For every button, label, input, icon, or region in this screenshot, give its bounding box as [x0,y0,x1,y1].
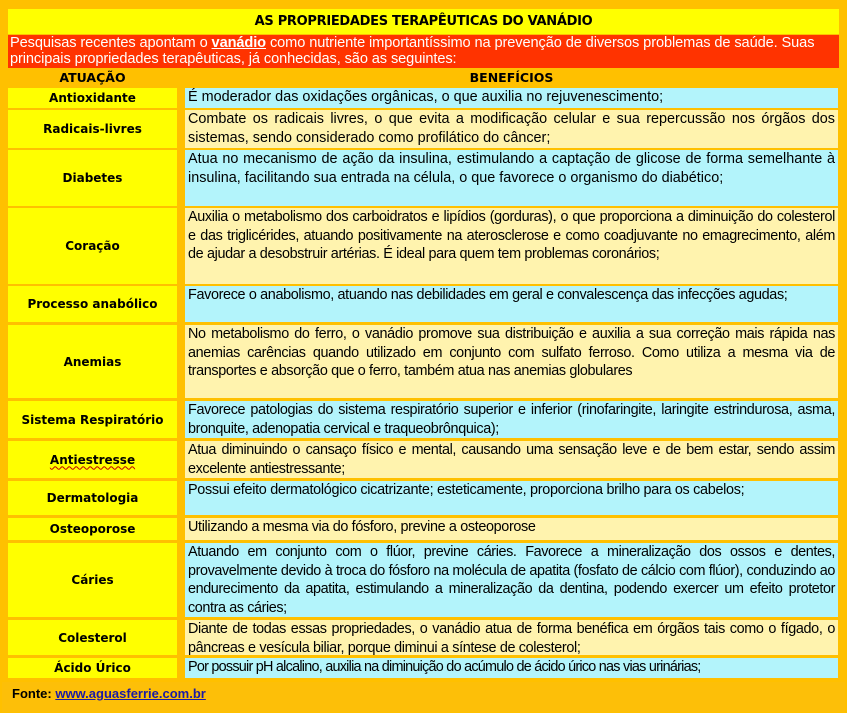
row-benefit-anemias: No metabolismo do ferro, o vanádio promove sua distribuição e auxilia a sua correção mais rápida nas anemias carências quando utilizado em conjunto com sulfato ferroso. Como utiliza a mesma via de transportes e absorção que o ferro, também atua nas anemias globulares [185,325,838,398]
row-benefit-radicais-livres: Combate os radicais livres, o que evita a modificação celular e sua repercussão nos órgãos dos sistemas, sendo considerado como profilático do câncer; [185,110,838,148]
row-benefit-antiestresse: Atua diminuindo o cansaço físico e mental, causando uma sensação leve e de bem estar, sendo assim excelente antiestressante; [185,441,838,478]
row-benefit-dermatologia: Possui efeito dermatológico cicatrizante; esteticamente, proporciona brilho para os cabelos; [185,481,838,515]
column-header-beneficios: BENEFÍCIOS [469,70,554,85]
row-benefit-acido-urico: Por possuir pH alcalino, auxilia na diminuição do acúmulo de ácido úrico nas vias urinárias; [185,658,838,678]
row-benefit-antioxidante: É moderador das oxidações orgânicas, o que auxilia no rejuvenescimento; [185,88,838,108]
source-line [12,686,206,701]
source-link[interactable]: www.aguasferrie.com.br [55,686,206,701]
row-label-acido-urico: Ácido Úrico [8,658,177,678]
intro-highlight: vanádio [211,35,266,51]
row-benefit-processo-anabolico: Favorece o anabolismo, atuando nas debilidades em geral e convalescença das infecções agudas; [185,286,838,322]
row-label-colesterol: Colesterol [8,620,177,655]
row-label-dermatologia: Dermatologia [8,481,177,515]
source-label: Fonte: [12,686,56,701]
row-label-processo-anabolico: Processo anabólico [8,286,177,322]
row-label-osteoporose: Osteoporose [8,518,177,540]
row-label-caries: Cáries [8,543,177,617]
page-title: AS PROPRIEDADES TERAPÊUTICAS DO VANÁDIO [8,9,839,34]
row-label-antioxidante: Antioxidante [8,88,177,108]
row-label-radicais-livres: Radicais-livres [8,110,177,148]
row-label-antiestresse-text: Antiestresse [49,452,136,467]
row-label-diabetes: Diabetes [8,150,177,206]
intro-paragraph [8,35,839,68]
row-benefit-sistema-respiratorio: Favorece patologias do sistema respiratório superior e inferior (rinofaringite, laringite estrindurosa, asma, bronquite, adenopatia cervical e traqueobrônquica); [185,401,838,438]
row-benefit-caries: Atuando em conjunto com o flúor, previne cáries. Favorece a mineralização dos ossos e dentes, provavelmente devido à troca do fósforo na molécula de apatita (fosfato de cálcio com flúor), conduzindo ao endurecimento da apatita, estimulando a mineralização da dentina, podendo exercer um efeito protetor contra as cáries; [185,543,838,617]
intro-text-before: Pesquisas recentes apontam o [10,35,212,51]
row-benefit-coracao: Auxilia o metabolismo dos carboidratos e lipídios (gorduras), o que proporciona a diminuição do colesterol e das triglicérides, atuando positivamente na aterosclerose e como coadjuvante no emagrecimento, além de ajudar a desobstruir artérias. É ideal para quem tem problemas coronários; [185,208,838,284]
row-label-coracao: Coração [8,208,177,284]
row-benefit-osteoporose: Utilizando a mesma via do fósforo, previne a osteoporose [185,518,838,540]
row-label-sistema-respiratorio: Sistema Respiratório [8,401,177,438]
row-label-antiestresse [8,441,177,478]
row-label-anemias: Anemias [8,325,177,398]
row-benefit-diabetes: Atua no mecanismo de ação da insulina, estimulando a captação de glicose de forma semelhante à insulina, facilitando sua entrada na célula, o que favorece o organismo do diabético; [185,150,838,206]
intro-text-after: como nutriente importantíssimo na prevenção de diversos problemas de saúde. Suas principais propriedades terapêuticas, já conhecidas, são as seguintes: [10,35,815,67]
row-benefit-colesterol: Diante de todas essas propriedades, o vanádio atua de forma benéfica em órgãos tais como o fígado, o pâncreas e vesícula biliar, porque diminui a síntese de colesterol; [185,620,838,655]
column-header-atuacao: ATUAÇÃO [59,70,126,85]
